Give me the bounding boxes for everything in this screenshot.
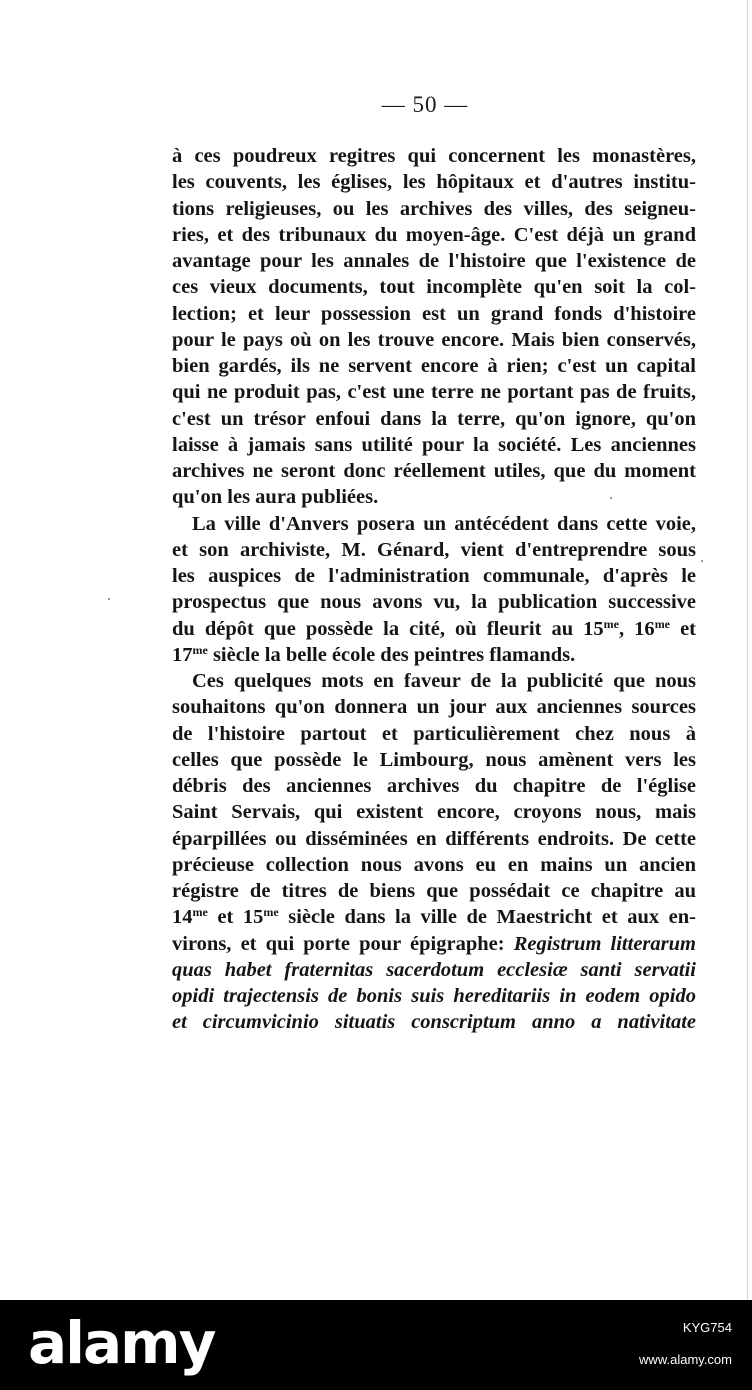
text-line: de l'histoire partout et particulièrement chez nous à [172,722,696,745]
text-line: régistre de titres de biens que possédait ce chapitre au [172,880,696,902]
text-line: laisse à jamais sans utilité pour la société. Les anciennes [172,433,696,456]
ordinal-suffix: me [192,905,208,920]
text-fragment: 14 [172,906,193,929]
ordinal-suffix: me [654,616,671,631]
body-text [172,143,696,1036]
text-line: les auspices de l'administration communale, d'après le [172,565,696,587]
text-fragment: siècle dans la ville de Maestricht et aux en- [278,906,696,929]
ordinal-suffix: me [192,642,208,657]
text-line: et son archiviste, M. Génard, vient d'entreprendre sous [172,538,696,561]
text-line: précieuse collection nous avons eu en mains un ancien [172,853,696,876]
page-edge-line [747,0,748,1300]
latin-epigraph-line: et circumvicinio situatis conscriptum anno a nativitate [172,1011,696,1034]
text-fragment: siècle la belle école des peintres flamands. [207,643,576,666]
text-fragment: et 15 [207,906,264,929]
text-fragment: et [670,617,697,640]
text-line: celles que possède le Limbourg, nous amènent vers les [172,748,696,771]
paper-speck [701,560,703,562]
ordinal-suffix: me [603,616,619,631]
text-line [172,616,696,642]
text-line: ces vieux documents, tout incomplète qu'en soit la col- [172,276,696,299]
text-line: avantage pour les annales de l'histoire que l'existence de [172,250,696,272]
text-line: tions religieuses, ou les archives des villes, des seigneu- [172,197,696,220]
text-line [172,642,696,668]
text-line: lection; et leur possession est un grand fonds d'histoire [172,302,696,325]
text-line [172,904,696,930]
text-line [172,931,696,957]
text-line: à ces poudreux regitres qui concernent les monastères, [172,145,696,167]
text-line: qui ne produit pas, c'est une terre ne portant pas de fruits, [172,381,696,404]
text-line: Ces quelques mots en faveur de la publicité que nous [192,670,696,692]
text-line: La ville d'Anvers posera un antécédent dans cette voie, [192,512,696,535]
text-line: bien gardés, ils ne servent encore à rien; c'est un capital [172,355,696,377]
text-fragment: 17 [172,643,193,666]
watermark-url: www.alamy.com [639,1352,732,1367]
paper-speck [108,598,110,600]
latin-epigraph-line: opidi trajectensis de bonis suis hereditariis in eodem opido [172,985,696,1007]
text-line: prospectus que nous avons vu, la publication successive [172,591,696,614]
ordinal-suffix: me [263,905,279,920]
text-line: pour le pays où on les trouve encore. Mais bien conservés, [172,328,696,351]
stock-image-id: KYG754 [682,1320,732,1335]
text-line: souhaitons qu'on donnera un jour aux anciennes sources [172,696,696,719]
text-line: éparpillées ou disséminées en différents endroits. De cette [172,827,696,850]
text-fragment: , 16 [619,617,655,640]
text-fragment: virons, et qui porte pour épigraphe: [172,932,514,955]
text-line: c'est un trésor enfoui dans la terre, qu'on ignore, qu'on [172,407,696,430]
latin-epigraph: Registrum litterarum [513,932,696,955]
page-number: — 50 — [381,92,469,117]
text-line: débris des anciennes archives du chapitre de l'église [172,775,696,797]
text-line: les couvents, les églises, les hôpitaux et d'autres institu- [172,171,696,194]
paper-speck [610,497,612,499]
text-line: archives ne seront donc réellement utiles, que du moment [172,460,696,482]
latin-epigraph-line: quas habet fraternitas sacerdotum ecclesiæ santi servatii [172,958,696,981]
text-fragment: du dépôt que possède la cité, où fleurit au 15 [172,617,604,640]
text-line: qu'on les aura publiées. [172,486,379,509]
alamy-logo: alamy [28,1309,215,1377]
text-line: ries, et des tribunaux du moyen-âge. C'est déjà un grand [172,223,696,246]
text-line: Saint Servais, qui existent encore, croyons nous, mais [172,801,696,824]
